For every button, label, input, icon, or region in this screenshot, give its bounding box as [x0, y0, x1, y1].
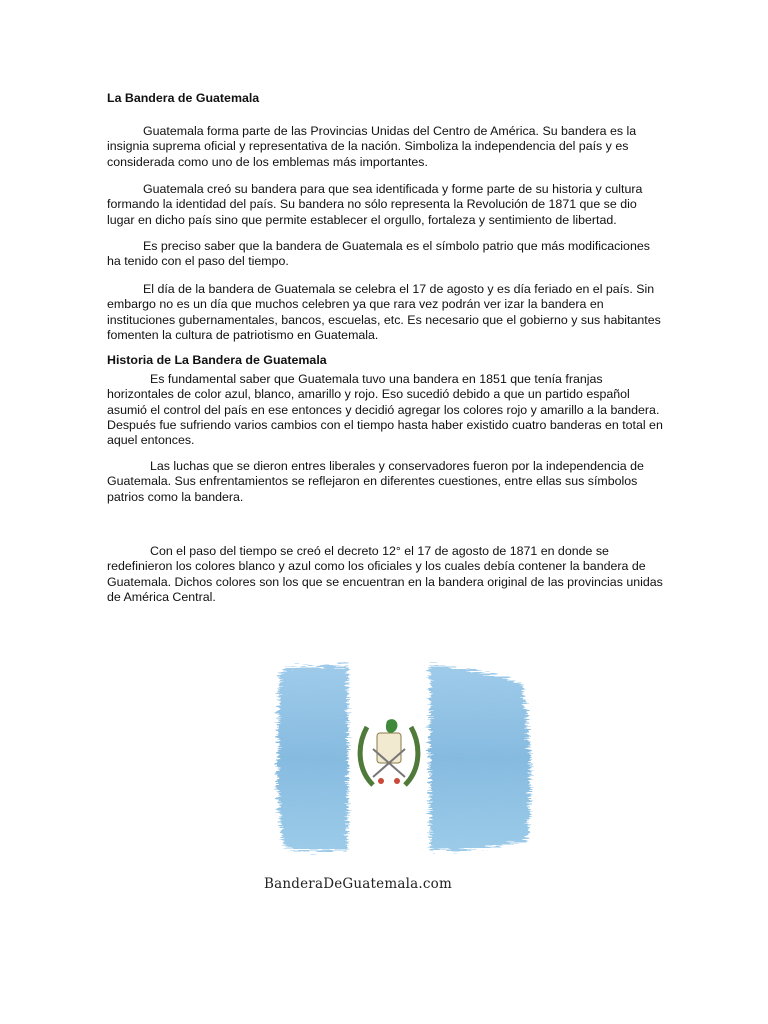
paragraph-1: Guatemala forma parte de las Provincias Unidas del Centro de América. Su bandera es la insignia suprema oficial y representativa de la nación. Simboliza la independencia del país y es considerada como uno de los emblemas más importantes.: [107, 124, 637, 169]
guatemala-flag-image: [268, 655, 540, 865]
document-title: La Bandera de Guatemala: [107, 91, 260, 105]
paragraph-3: Es preciso saber que la bandera de Guatemala es el símbolo patrio que más modificaciones ha tenido con el paso del tiempo.: [107, 239, 650, 269]
paragraph-2: Guatemala creó su bandera para que sea identificada y forme parte de su historia y cultura formando la identidad del país. Su bandera no sólo representa la Revolución de 1871 que se dio lugar en dicho país sino que permite establecer el orgullo, fortaleza y sentimiento de libertad.: [107, 182, 643, 227]
history-paragraph-1: Es fundamental saber que Guatemala tuvo una bandera en 1851 que tenía franjas horizontales de color azul, blanco, amarillo y rojo. Eso sucedió debido a que un partido español asumió el control del país en ese entonces y decidió agregar los colores rojo y amarillo a la bandera. Después fue sufriendo varios cambios con el tiempo hasta haber existido cuatro banderas en total en aquel entonces.: [107, 372, 663, 448]
section-heading: Historia de La Bandera de Guatemala: [107, 353, 327, 367]
history-paragraph-3: Con el paso del tiempo se creó el decreto 12° el 17 de agosto de 1871 en donde se redefinieron los colores blanco y azul como los oficiales y los cuales debía contener la bandera de Guatemala. Dichos colores son los que se encuentran en la bandera original de las provincias unidas de América Central.: [107, 544, 663, 604]
image-caption: BanderaDeGuatemala.com: [264, 876, 452, 892]
flag-graphic: [268, 655, 540, 865]
history-paragraph-2: Las luchas que se dieron entres liberales y conservadores fueron por la independencia de Guatemala. Sus enfrentamientos se reflejaron en diferentes cuestiones, entre ellas sus símbolos patrios como la bandera.: [107, 459, 644, 504]
paragraph-4: El día de la bandera de Guatemala se celebra el 17 de agosto y es día feriado en el país. Sin embargo no es un día que muchos celebren ya que rara vez podrán ver izar la bandera en instituciones gubernamentales, bancos, escuelas, etc. Es necesario que el gobierno y sus habitantes fomenten la cultura de patriotismo en Guatemala.: [107, 282, 661, 342]
